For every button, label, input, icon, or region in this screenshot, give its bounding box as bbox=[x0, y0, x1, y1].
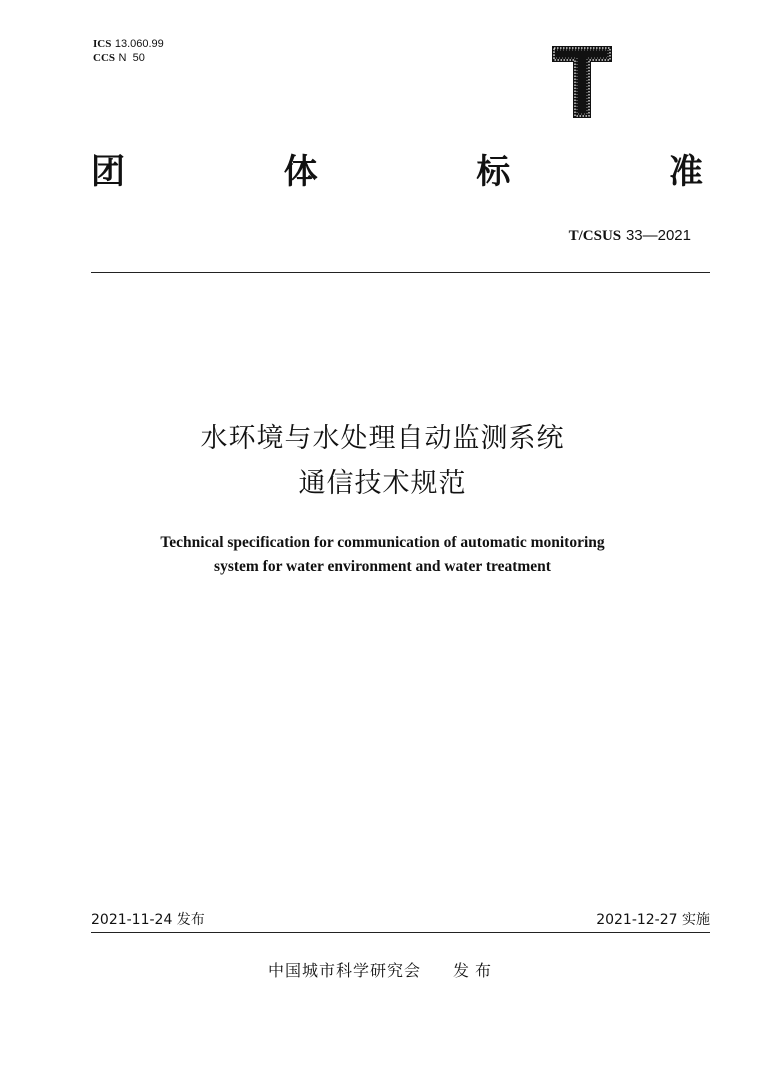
issuer bbox=[0, 958, 765, 981]
ics-value: 13.060.99 bbox=[114, 38, 164, 50]
implement-date: 2021-12-27 实施 bbox=[596, 912, 710, 928]
issuer-name: 中国城市科学研究会 bbox=[267, 961, 421, 980]
chinese-title-line: 通信技术规范 bbox=[298, 468, 467, 499]
publish-date: 2021-11-24 发布 bbox=[91, 912, 205, 928]
standard-t-logo bbox=[548, 44, 616, 120]
standard-type-char: 准 bbox=[668, 152, 703, 192]
standard-type-char: 团 bbox=[91, 152, 125, 192]
ccs-value: N 50 bbox=[118, 52, 145, 64]
standard-type-heading bbox=[91, 150, 703, 194]
header-divider bbox=[91, 272, 710, 273]
english-title-line: system for water environment and water treatment bbox=[214, 558, 551, 575]
classification-codes bbox=[93, 37, 164, 65]
standard-number-prefix: T/CSUS bbox=[568, 228, 622, 244]
standard-number bbox=[569, 226, 691, 245]
standard-type-char: 体 bbox=[283, 152, 318, 192]
english-title bbox=[0, 531, 765, 579]
ccs-code bbox=[93, 51, 164, 65]
ccs-label: CCS bbox=[93, 52, 116, 64]
ics-label: ICS bbox=[93, 38, 112, 50]
english-title-line: Technical specification for communication of automatic monitoring bbox=[160, 534, 605, 551]
standard-number-value: 33—2021 bbox=[625, 227, 691, 244]
chinese-title bbox=[0, 416, 765, 506]
footer-divider bbox=[91, 932, 710, 933]
standard-type-char: 标 bbox=[476, 152, 511, 192]
chinese-title-line: 水环境与水处理自动监测系统 bbox=[200, 423, 565, 454]
ics-code bbox=[93, 37, 164, 51]
issuer-verb: 发布 bbox=[453, 961, 498, 980]
